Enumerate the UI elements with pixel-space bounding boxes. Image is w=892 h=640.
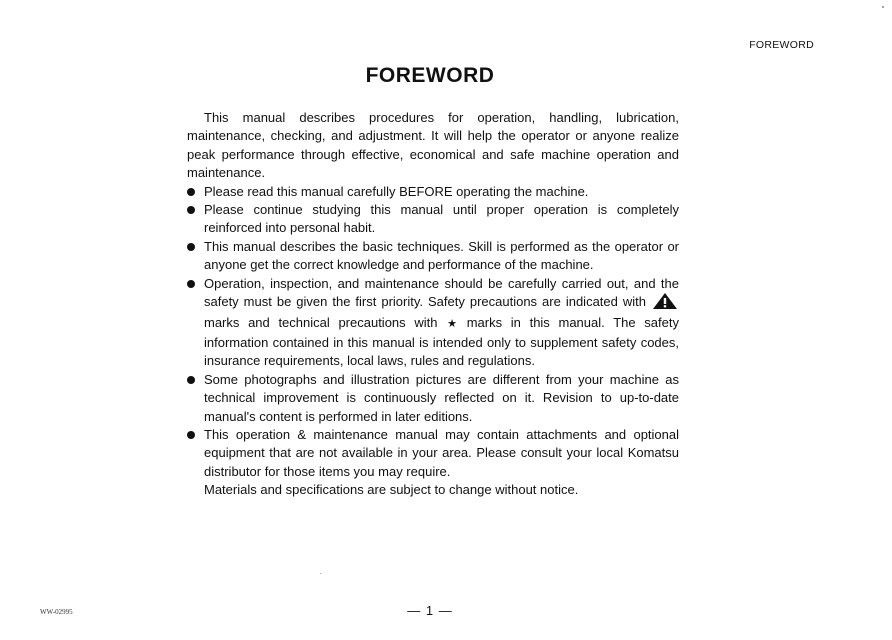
list-item	[187, 275, 679, 371]
intro-paragraph: This manual describes procedures for operation, handling, lubrication, maintenance, checking, and adjustment. It will help the operator or anyone realize peak performance through effective, economical and safe machine operation and maintenance.	[187, 110, 679, 181]
document-code: WW-02995	[40, 608, 73, 616]
page-number: — 1 —	[407, 603, 453, 618]
star-icon: ★	[447, 318, 458, 331]
scan-speck	[882, 6, 884, 8]
bullet-text-part1: Operation, inspection, and maintenance should be carefully carried out, and the safety must be given the first priority. Safety precautions are indicated with	[204, 275, 679, 310]
warning-triangle-icon	[653, 293, 677, 314]
bullet-dot-icon	[187, 206, 195, 214]
page-title: FOREWORD	[365, 64, 495, 87]
bullet-dot-icon	[187, 431, 195, 439]
scan-speck	[320, 573, 321, 574]
foreword-body	[187, 109, 679, 500]
bullet-text: Some photographs and illustration pictures are different from your machine as technical improvement is continuously reflected on it. Revision to up-to-date manual's content is performed in later editions.	[204, 371, 679, 424]
bullet-list	[187, 183, 679, 482]
bullet-text-part3: marks in this manual. The safety information contained in this manual is intended only to supplement safety codes, insurance requirements, local laws, rules and regulations.	[204, 315, 679, 369]
bullet-text: Please continue studying this manual until proper operation is completely reinforced into personal habit.	[204, 202, 679, 236]
list-item	[187, 183, 679, 201]
bullet-dot-icon	[187, 376, 195, 384]
closing-note: Materials and specifications are subject to change without notice.	[204, 482, 579, 498]
list-item	[187, 426, 679, 481]
bullet-text: Please read this manual carefully BEFORE operating the machine.	[204, 183, 589, 199]
bullet-text: This manual describes the basic techniques. Skill is performed as the operator or anyone get the correct knowledge and performance of the machine.	[204, 238, 679, 273]
list-item	[187, 371, 679, 426]
list-item	[187, 238, 679, 275]
bullet-dot-icon	[187, 243, 195, 251]
bullet-text-part2: marks and technical precautions with	[204, 315, 438, 331]
list-item	[187, 201, 679, 238]
bullet-dot-icon	[187, 280, 195, 288]
running-header: FOREWORD	[749, 39, 814, 51]
bullet-dot-icon	[187, 188, 195, 196]
bullet-text: This operation & maintenance manual may contain attachments and optional equipment that are not available in your area. Please consult your local Komatsu distributor for those items you may require.	[204, 426, 679, 479]
